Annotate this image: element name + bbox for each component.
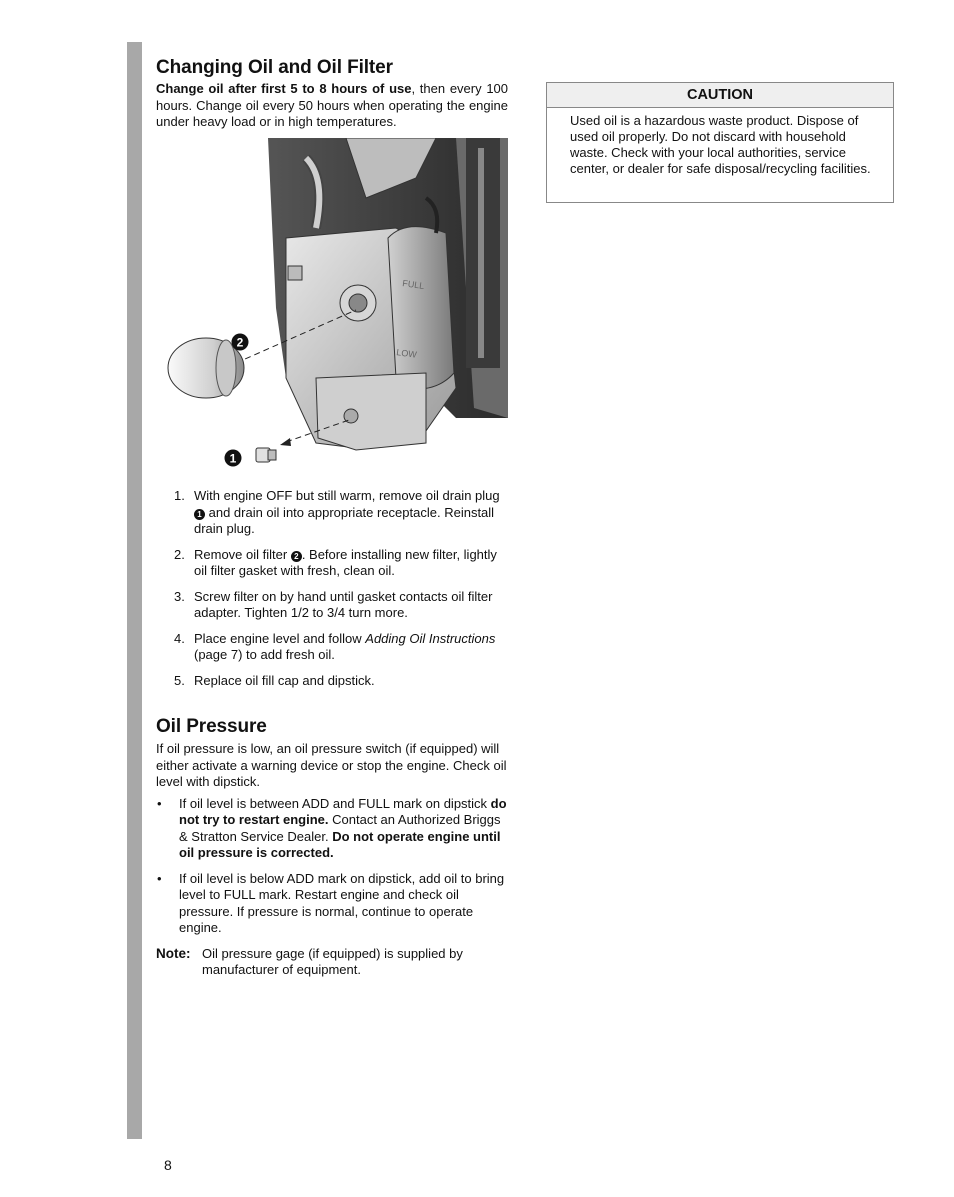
page-sidebar-bar bbox=[127, 42, 142, 1139]
page-number: 8 bbox=[164, 1157, 172, 1173]
intro-rest: , then every 100 hours. Change oil every 50 hours when operating the engine under heavy load or in high temperatures. bbox=[156, 81, 509, 129]
cross-reference-link: Adding Oil Instructions bbox=[365, 630, 496, 646]
step-item: 4. Place engine level and follow Adding Oil Instructions (page 7) to add fresh oil. bbox=[174, 630, 496, 662]
callout-1 bbox=[225, 450, 242, 467]
bullet-item: • If oil level is between ADD and FULL mark on dipstick do not try to restart engine. Contact an Authorized Briggs & Stratton Service Dealer. Do not operate engine until oil pressure is corrected. bbox=[157, 795, 507, 860]
caution-text: Used oil is a hazardous waste product. Dispose of used oil properly. Do not discard with household waste. Check with your local authorities, service center, or dealer for safe disposal/recycling facilities. bbox=[570, 113, 871, 176]
oil-change-illustration bbox=[156, 138, 508, 473]
section-intro bbox=[156, 81, 508, 131]
callout-1-inline: 1 bbox=[194, 509, 205, 520]
step-item: 3. Screw filter on by hand until gasket contacts oil filter adapter. Tighten 1/2 to 3/4 turn more. bbox=[174, 588, 493, 620]
note-text: Oil pressure gage (if equipped) is supplied by manufacturer of equipment. bbox=[202, 945, 463, 977]
drain-plug-icon bbox=[256, 448, 276, 462]
oil-pressure-bullets bbox=[156, 796, 508, 937]
note bbox=[156, 946, 508, 979]
oil-pressure-intro: If oil pressure is low, an oil pressure switch (if equipped) will either activate a warning device or stop the engine. Check oil level with dipstick. bbox=[156, 741, 507, 789]
svg-text:2: 2 bbox=[236, 335, 244, 350]
engine-illustration bbox=[156, 138, 508, 473]
procedure-steps bbox=[156, 488, 508, 698]
callout-2 bbox=[232, 334, 249, 351]
section-changing-oil bbox=[156, 57, 508, 131]
caution-box bbox=[546, 82, 894, 203]
step-item: 2. Remove oil filter 2 . Before installing new filter, lightly oil filter gasket with fresh, clean oil. bbox=[174, 546, 497, 578]
svg-text:1: 1 bbox=[229, 451, 237, 466]
dipstick-full-label: FULL bbox=[401, 278, 425, 292]
intro-bold: Change oil after first 5 to 8 hours of use bbox=[156, 81, 412, 96]
note-label: Note: bbox=[156, 945, 191, 961]
step-item: 1. With engine OFF but still warm, remove oil drain plug 1 and drain oil into appropriate receptacle. Reinstall drain plug. bbox=[174, 488, 500, 536]
section-title-changing-oil: Changing Oil and Oil Filter bbox=[156, 57, 393, 78]
step-item: 5. Replace oil fill cap and dipstick. bbox=[174, 672, 375, 688]
callout-2-inline: 2 bbox=[291, 551, 302, 562]
section-title-oil-pressure: Oil Pressure bbox=[156, 716, 267, 737]
bullet-item: • If oil level is below ADD mark on dipstick, add oil to bring level to FULL mark. Restart engine and check oil pressure. If pressure is normal, continue to operate engine. bbox=[157, 870, 505, 935]
dipstick-low-label: LOW bbox=[395, 347, 418, 360]
caution-heading: CAUTION bbox=[547, 83, 893, 108]
section-oil-pressure bbox=[156, 716, 508, 979]
